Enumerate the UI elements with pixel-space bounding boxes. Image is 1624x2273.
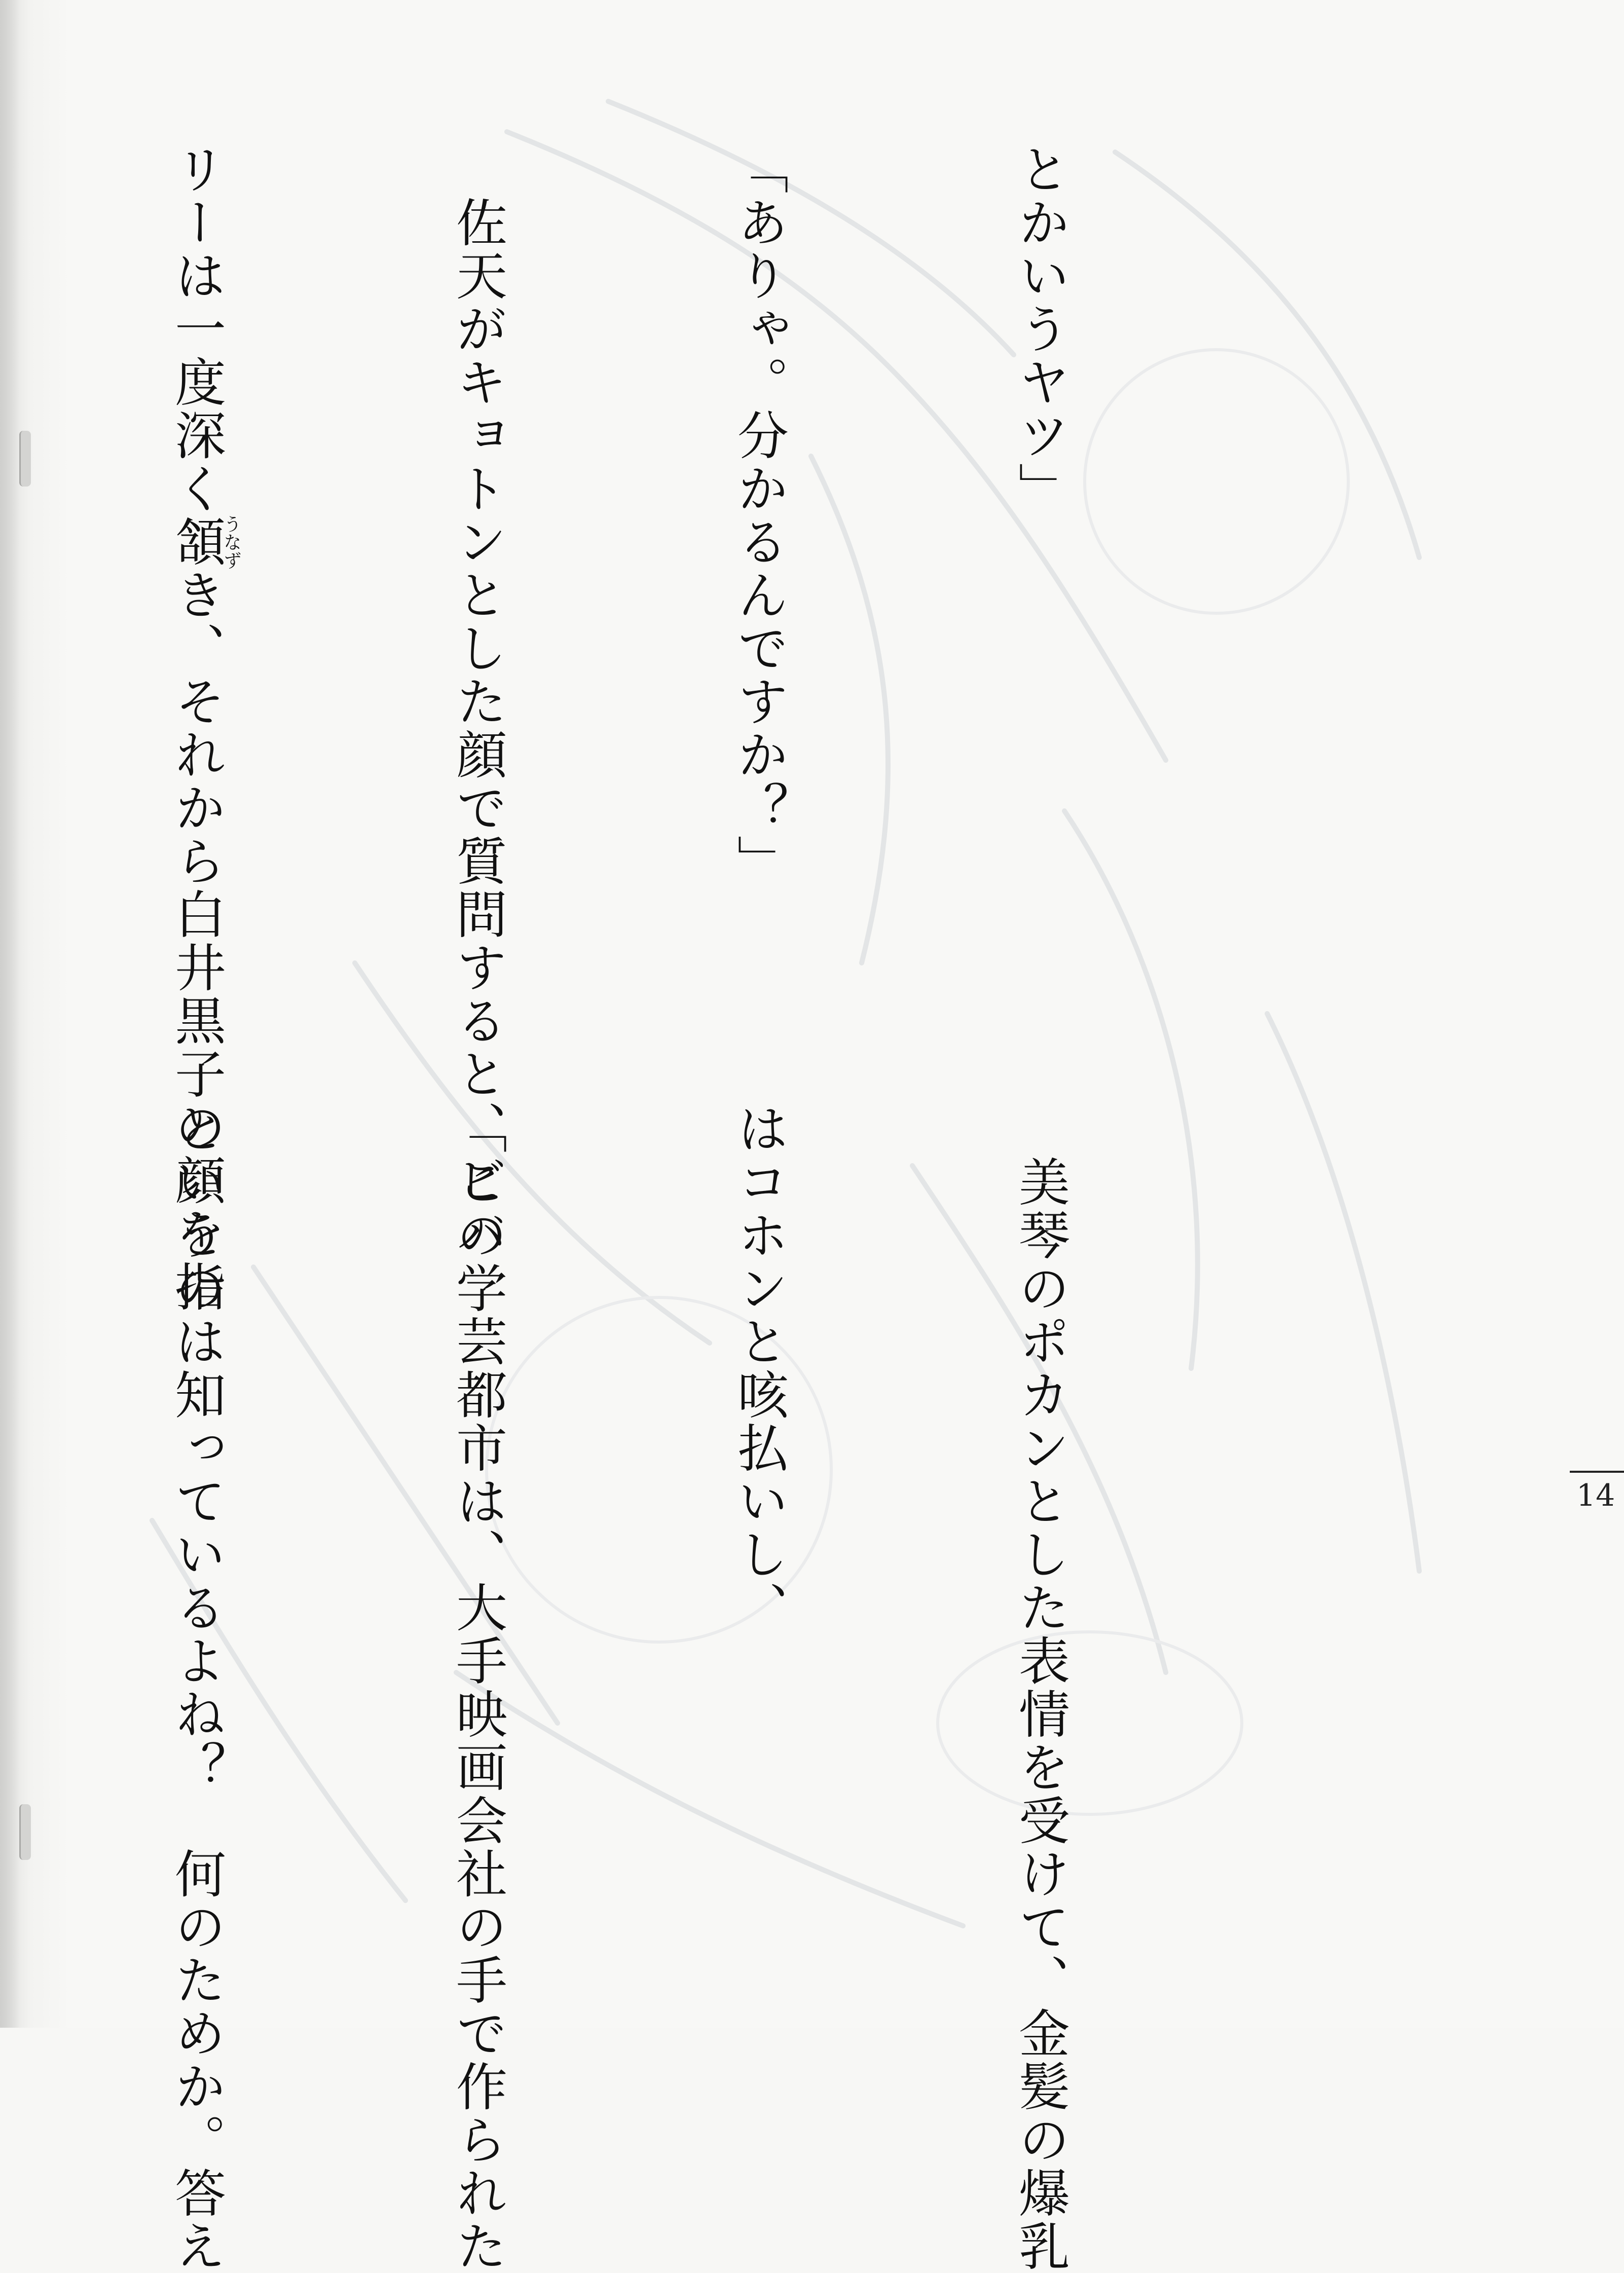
text-line: とかいうヤツ」 [1010,143,1070,515]
ruby-unazu: 頷うなず [166,514,242,570]
page-number-rule [1570,1471,1624,1473]
upper-text-block [0,143,1274,1314]
text-line: 「ありゃ。分かるんですか？」 [729,143,789,888]
text-line: 美琴のポカンとした表情を受けて、金髪の爆乳 [1010,1102,1070,2273]
lower-text-block [0,1102,1274,2273]
page-number: 14 [1576,1478,1615,1513]
text-line: 「この学芸都市は、大手映画会社の手で作られた [448,1102,507,2273]
text-line: 佐天がキョトンとした顔で質問すると、ビバ [448,143,507,1260]
text-line: というのは知っているよね？ 何のためか。答え [166,1102,226,2273]
text-line: はコホンと咳払いし、 [729,1102,789,1634]
text-line-with-ruby: リーは一度深く頷うなずき、それから白井黒子の顔を指 [166,143,242,1314]
